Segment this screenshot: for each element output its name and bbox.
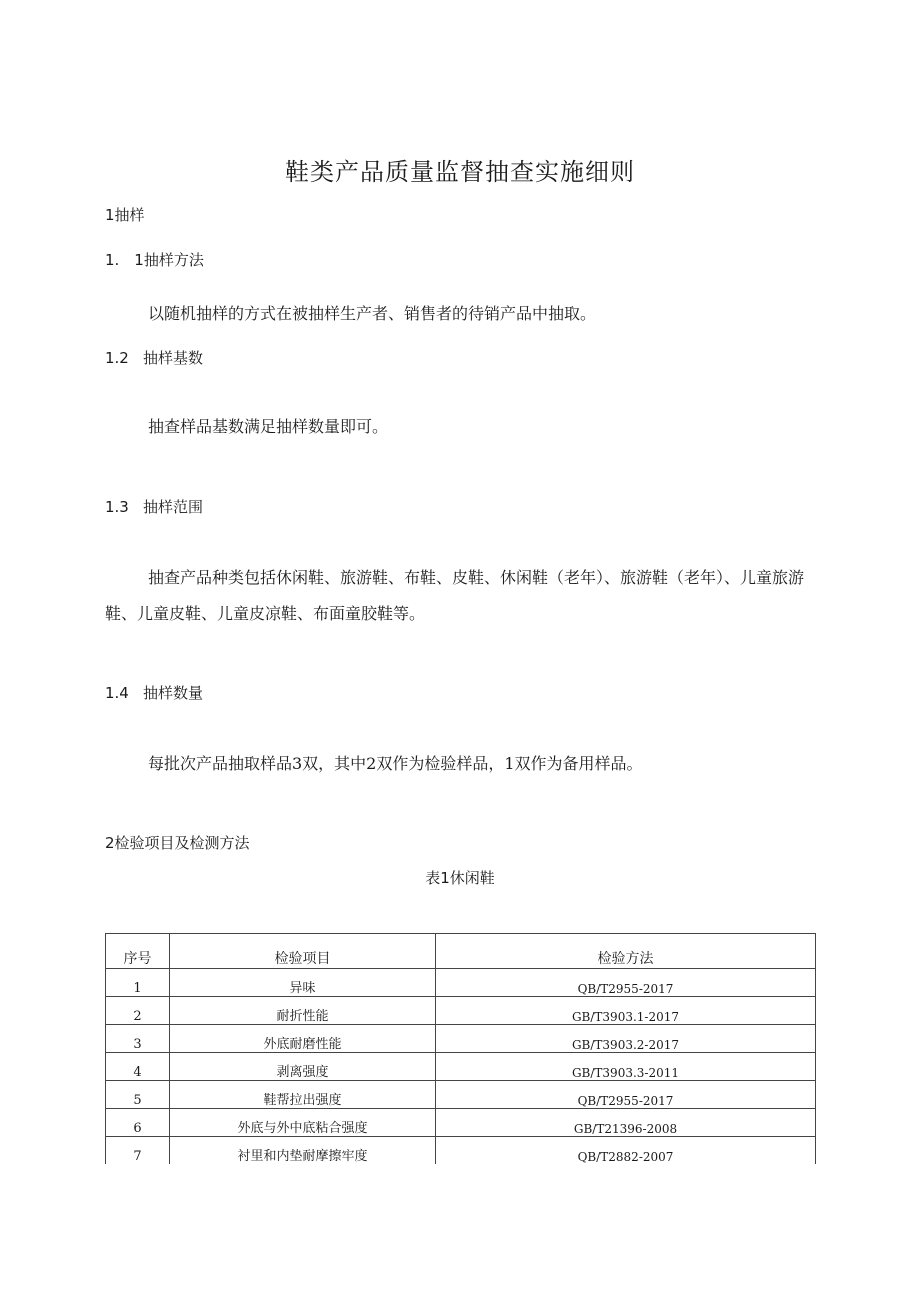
cell-method: GB/T3903.3-2011 xyxy=(436,1053,816,1081)
header-method: 检验方法 xyxy=(436,934,816,969)
cell-item: 外底与外中底粘合强度 xyxy=(170,1109,436,1137)
section-heading-inspection: 2检验项目及检测方法 xyxy=(105,834,250,852)
section-label: 抽样数量 xyxy=(143,684,204,702)
table-caption: 表1休闲鞋 xyxy=(425,869,495,887)
table-row xyxy=(106,969,816,997)
cell-item: 鞋帮拉出强度 xyxy=(170,1081,436,1109)
cell-item: 剥离强度 xyxy=(170,1053,436,1081)
section-heading-sampling-method xyxy=(105,249,204,270)
table-row xyxy=(106,1137,816,1165)
table-row xyxy=(106,997,816,1025)
cell-item: 外底耐磨性能 xyxy=(170,1025,436,1053)
cell-serial: 2 xyxy=(106,997,170,1025)
inspection-table xyxy=(105,933,816,1164)
section-heading-sampling-base xyxy=(105,347,203,368)
cell-method: QB/T2955-2017 xyxy=(436,969,816,997)
table-row xyxy=(106,1025,816,1053)
paragraph-sampling-method: 以随机抽样的方式在被抽样生产者、销售者的待销产品中抽取。 xyxy=(148,304,597,323)
section-number: 1.3 xyxy=(105,498,129,516)
section-label: 抽样范围 xyxy=(143,498,204,516)
cell-method: GB/T3903.2-2017 xyxy=(436,1025,816,1053)
cell-serial: 4 xyxy=(106,1053,170,1081)
cell-method: GB/T3903.1-2017 xyxy=(436,997,816,1025)
section-label: 抽样方法 xyxy=(143,251,204,269)
section-heading-sampling-quantity xyxy=(105,682,203,703)
section-number: 1.2 xyxy=(105,349,129,367)
cell-method: GB/T21396-2008 xyxy=(436,1109,816,1137)
table-row xyxy=(106,1053,816,1081)
cell-method: QB/T2955-2017 xyxy=(436,1081,816,1109)
paragraph-sampling-base: 抽查样品基数满足抽样数量即可。 xyxy=(148,417,389,436)
cell-method: QB/T2882-2007 xyxy=(436,1137,816,1165)
cell-item: 耐折性能 xyxy=(170,997,436,1025)
table-row xyxy=(106,1081,816,1109)
cell-serial: 7 xyxy=(106,1137,170,1165)
section-label: 抽样基数 xyxy=(143,349,204,367)
section-heading-sampling-scope xyxy=(105,496,203,517)
document-title: 鞋类产品质量监督抽查实施细则 xyxy=(285,158,635,186)
section-number: 1.4 xyxy=(105,684,129,702)
cell-serial: 1 xyxy=(106,969,170,997)
table-row xyxy=(106,1109,816,1137)
table-header-row xyxy=(106,934,816,969)
cell-item: 异味 xyxy=(170,969,436,997)
cell-serial: 6 xyxy=(106,1109,170,1137)
header-item: 检验项目 xyxy=(170,934,436,969)
section-heading-sampling: 1抽样 xyxy=(105,206,145,224)
cell-serial: 3 xyxy=(106,1025,170,1053)
header-serial: 序号 xyxy=(106,934,170,969)
cell-item: 衬里和内垫耐摩擦牢度 xyxy=(170,1137,436,1165)
section-number: 1. 1 xyxy=(105,251,144,269)
paragraph-sampling-scope: 抽查产品种类包括休闲鞋、旅游鞋、布鞋、皮鞋、休闲鞋（老年）、旅游鞋（老年）、儿童旅游鞋、儿童皮鞋、儿童皮凉鞋、布面童胶鞋等。 xyxy=(105,568,805,623)
paragraph-sampling-quantity: 每批次产品抽取样品3双，其中2双作为检验样品，1双作为备用样品。 xyxy=(148,754,643,773)
cell-serial: 5 xyxy=(106,1081,170,1109)
